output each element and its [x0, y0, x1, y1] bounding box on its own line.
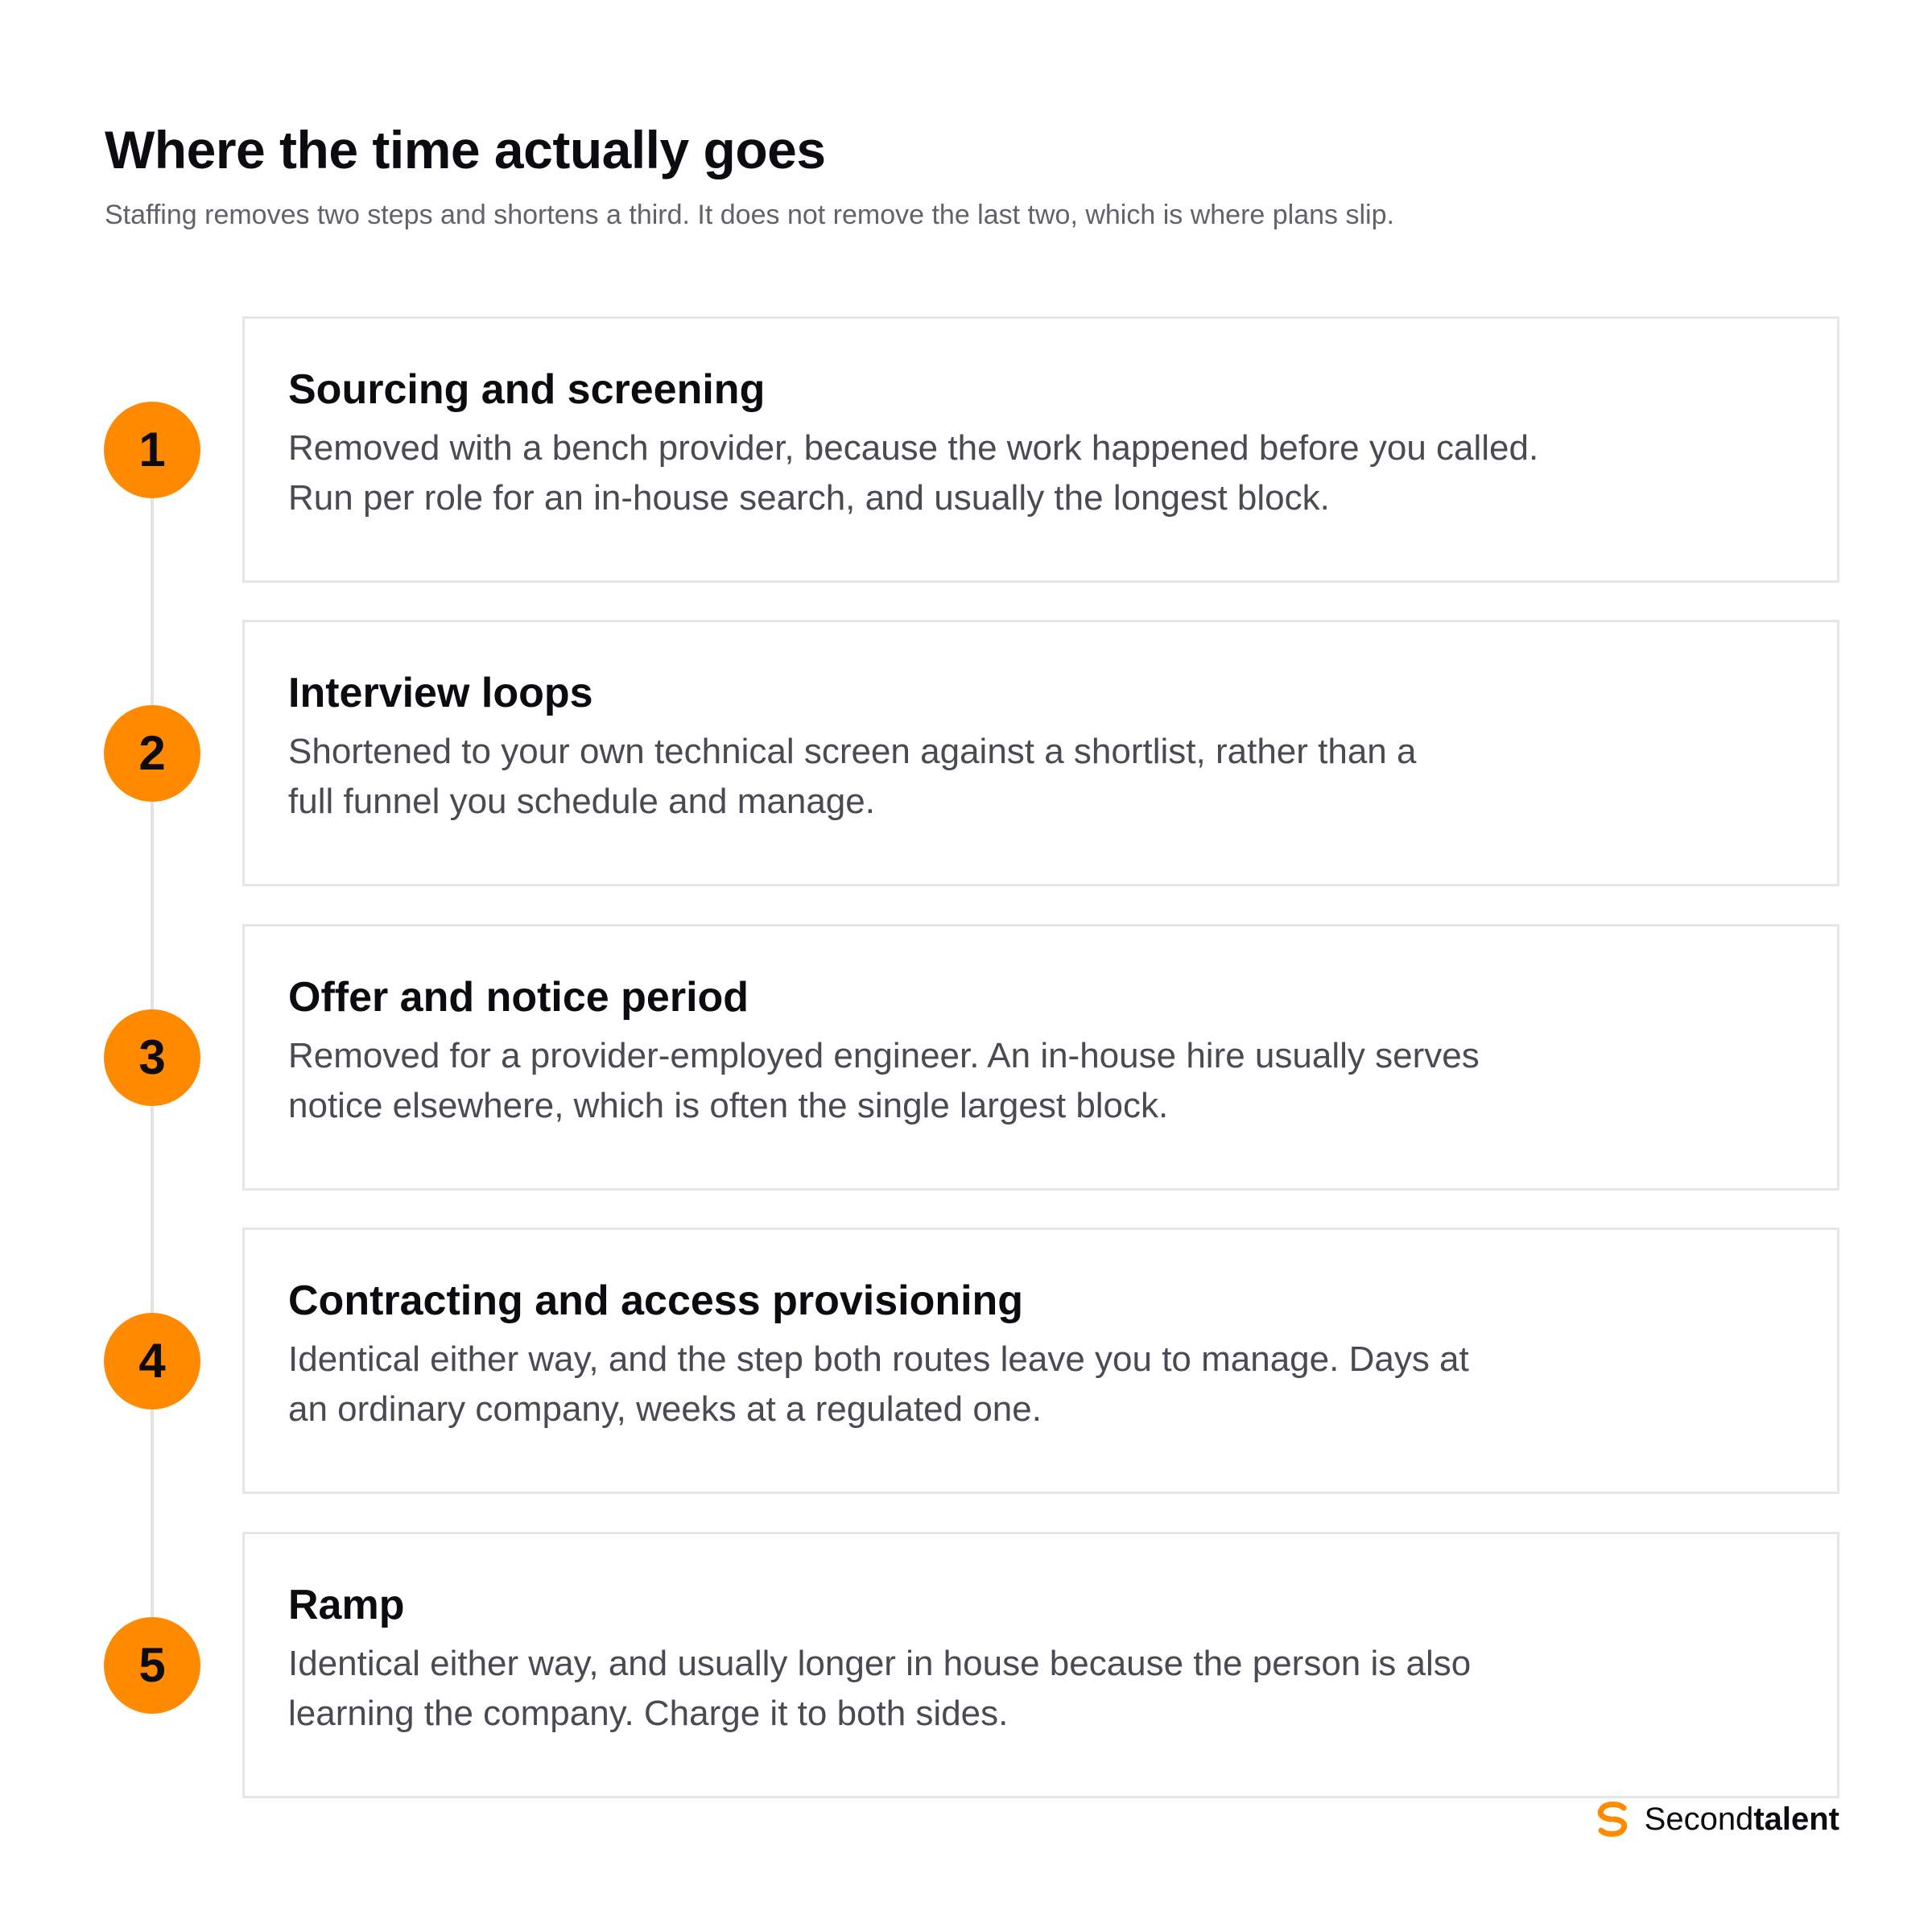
step-title: Ramp	[288, 1582, 405, 1628]
secondtalent-s-logo-icon	[1591, 1798, 1633, 1840]
step-description-line: Removed with a bench provider, because the work happened before you called.	[288, 428, 1539, 468]
step-description-line: an ordinary company, weeks at a regulated one.	[288, 1389, 1042, 1429]
page-title: Where the time actually goes	[105, 120, 826, 180]
step-number-badge: 1	[104, 402, 200, 498]
step-description-line: Removed for a provider-employed engineer. An in-house hire usually serves	[288, 1036, 1480, 1075]
step-title: Contracting and access provisioning	[288, 1277, 1024, 1324]
step-card-contracting	[242, 1228, 1839, 1494]
step-description-line: full funnel you schedule and manage.	[288, 782, 875, 821]
page-subtitle: Staffing removes two steps and shortens a third. It does not remove the last two, which is where plans slip.	[105, 200, 1394, 230]
brand-wordmark	[1645, 1801, 1839, 1838]
step-description	[288, 1031, 1657, 1131]
step-description-line: notice elsewhere, which is often the single largest block.	[288, 1086, 1169, 1125]
step-description	[288, 727, 1657, 827]
step-title: Sourcing and screening	[288, 366, 766, 413]
step-description-line: learning the company. Charge it to both sides.	[288, 1694, 1009, 1733]
step-title: Offer and notice period	[288, 974, 749, 1021]
step-number-badge: 4	[104, 1313, 200, 1409]
step-description-line: Run per role for an in-house search, and usually the longest block.	[288, 478, 1330, 518]
step-number-badge: 5	[104, 1617, 200, 1714]
step-description	[288, 1639, 1657, 1739]
step-card-interview	[242, 620, 1839, 886]
step-number-badge: 2	[104, 705, 200, 802]
brand-name-light: Second	[1644, 1801, 1754, 1837]
brand-name-bold: talent	[1753, 1801, 1839, 1837]
step-title: Interview loops	[288, 670, 593, 716]
step-card-sourcing	[242, 316, 1839, 583]
brand-logo	[1591, 1795, 1839, 1843]
step-description-line: Shortened to your own technical screen against a shortlist, rather than a	[288, 732, 1417, 771]
step-description	[288, 423, 1657, 523]
step-card-ramp	[242, 1532, 1839, 1798]
step-description-line: Identical either way, and usually longer in house because the person is also	[288, 1644, 1472, 1683]
step-card-offer	[242, 924, 1839, 1191]
step-description	[288, 1335, 1657, 1434]
step-number-badge: 3	[104, 1009, 200, 1106]
step-description-line: Identical either way, and the step both routes leave you to manage. Days at	[288, 1339, 1469, 1379]
